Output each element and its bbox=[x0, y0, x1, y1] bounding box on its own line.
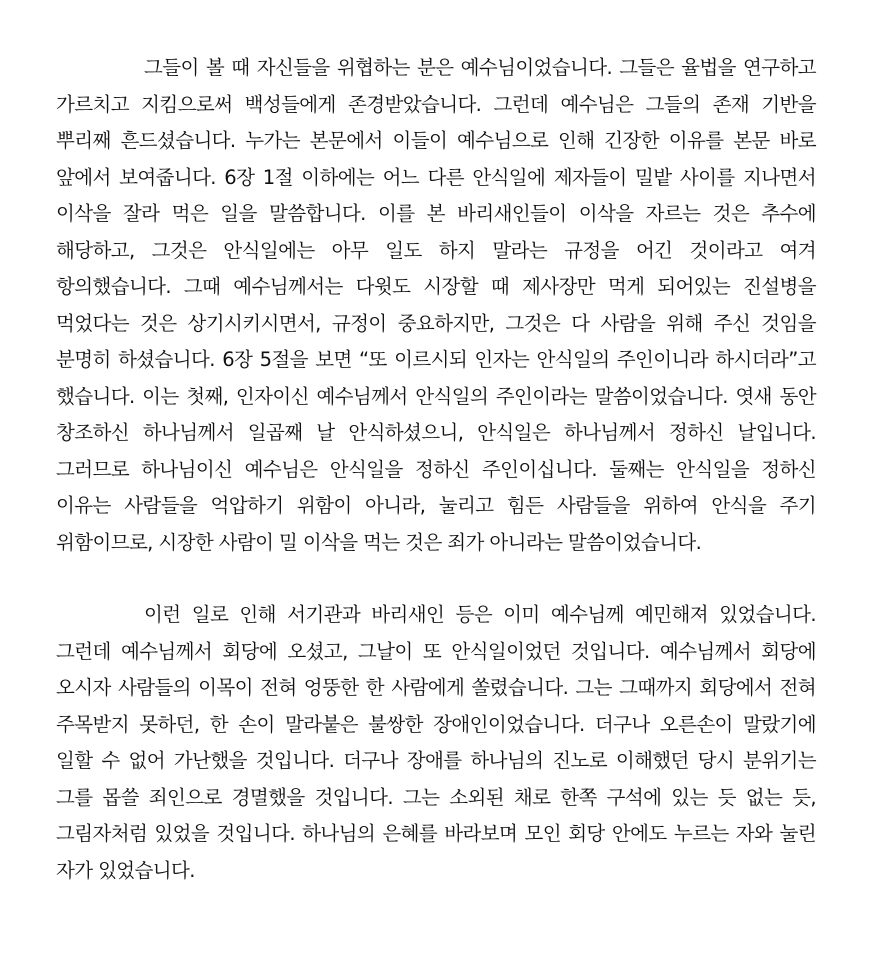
document-page bbox=[56, 50, 816, 889]
paragraph-1: 그들이 볼 때 자신들을 위협하는 분은 예수님이었습니다. 그들은 율법을 연구하고 가르치고 지킴으로써 백성들에게 존경받았습니다. 그런데 예수님은 그들의 존재 기반을 뿌리째 흔드셨습니다. 누가는 본문에서 이들이 예수님으로 인해 긴장한 이유를 본문 바로 앞에서 보여줍니다. 6장 1절 이하에는 어느 다른 안식일에 제자들이 밀밭 사이를 지나면서 이삭을 잘라 먹은 일을 말씀합니다. 이를 본 바리새인들이 이삭을 자르는 것은 추수에 해당하고, 그것은 안식일에는 아무 일도 하지 말라는 규정을 어긴 것이라고 여겨 항의했습니다. 그때 예수님께서는 다윗도 시장할 때 제사장만 먹게 되어있는 진설병을 먹었다는 것은 상기시키시면서, 규정이 중요하지만, 그것은 다 사람을 위해 주신 것임을 분명히 하셨습니다. 6장 5절을 보면 “또 이르시되 인자는 안식일의 주인이니라 하시더라”고 했습니다. 이는 첫째, 인자이신 예수님께서 안식일의 주인이라는 말씀이었습니다. 엿새 동안 창조하신 하나님께서 일곱째 날 안식하셨으니, 안식일은 하나님께서 정하신 날입니다. 그러므로 하나님이신 예수님은 안식일을 정하신 주인이십니다. 둘째는 안식일을 정하신 이유는 사람들을 억압하기 위함이 아니라, 눌리고 힘든 사람들을 위하여 안식을 주기 위함이므로, 시장한 사람이 밀 이삭을 먹는 것은 죄가 아니라는 말씀이었습니다. bbox=[56, 56, 816, 554]
paragraph-2: 이런 일로 인해 서기관과 바리새인 등은 이미 예수님께 예민해져 있었습니다. 그런데 예수님께서 회당에 오셨고, 그날이 또 안식일이었던 것입니다. 예수님께서 회당에 오시자 사람들의 이목이 전혀 엉뚱한 한 사람에게 쏠렸습니다. 그는 그때까지 회당에서 전혀 주목받지 못하던, 한 손이 말라붙은 불쌍한 장애인이었습니다. 더구나 오른손이 말랐기에 일할 수 없어 가난했을 것입니다. 더구나 장애를 하나님의 진노로 이해했던 당시 분위기는 그를 몹쓸 죄인으로 경멸했을 것입니다. 그는 소외된 채로 한쪽 구석에 있는 듯 없는 듯, 그림자처럼 있었을 것입니다. 하나님의 은혜를 바라보며 모인 회당 안에도 누르는 자와 눌린 자가 있었습니다. bbox=[56, 603, 816, 882]
